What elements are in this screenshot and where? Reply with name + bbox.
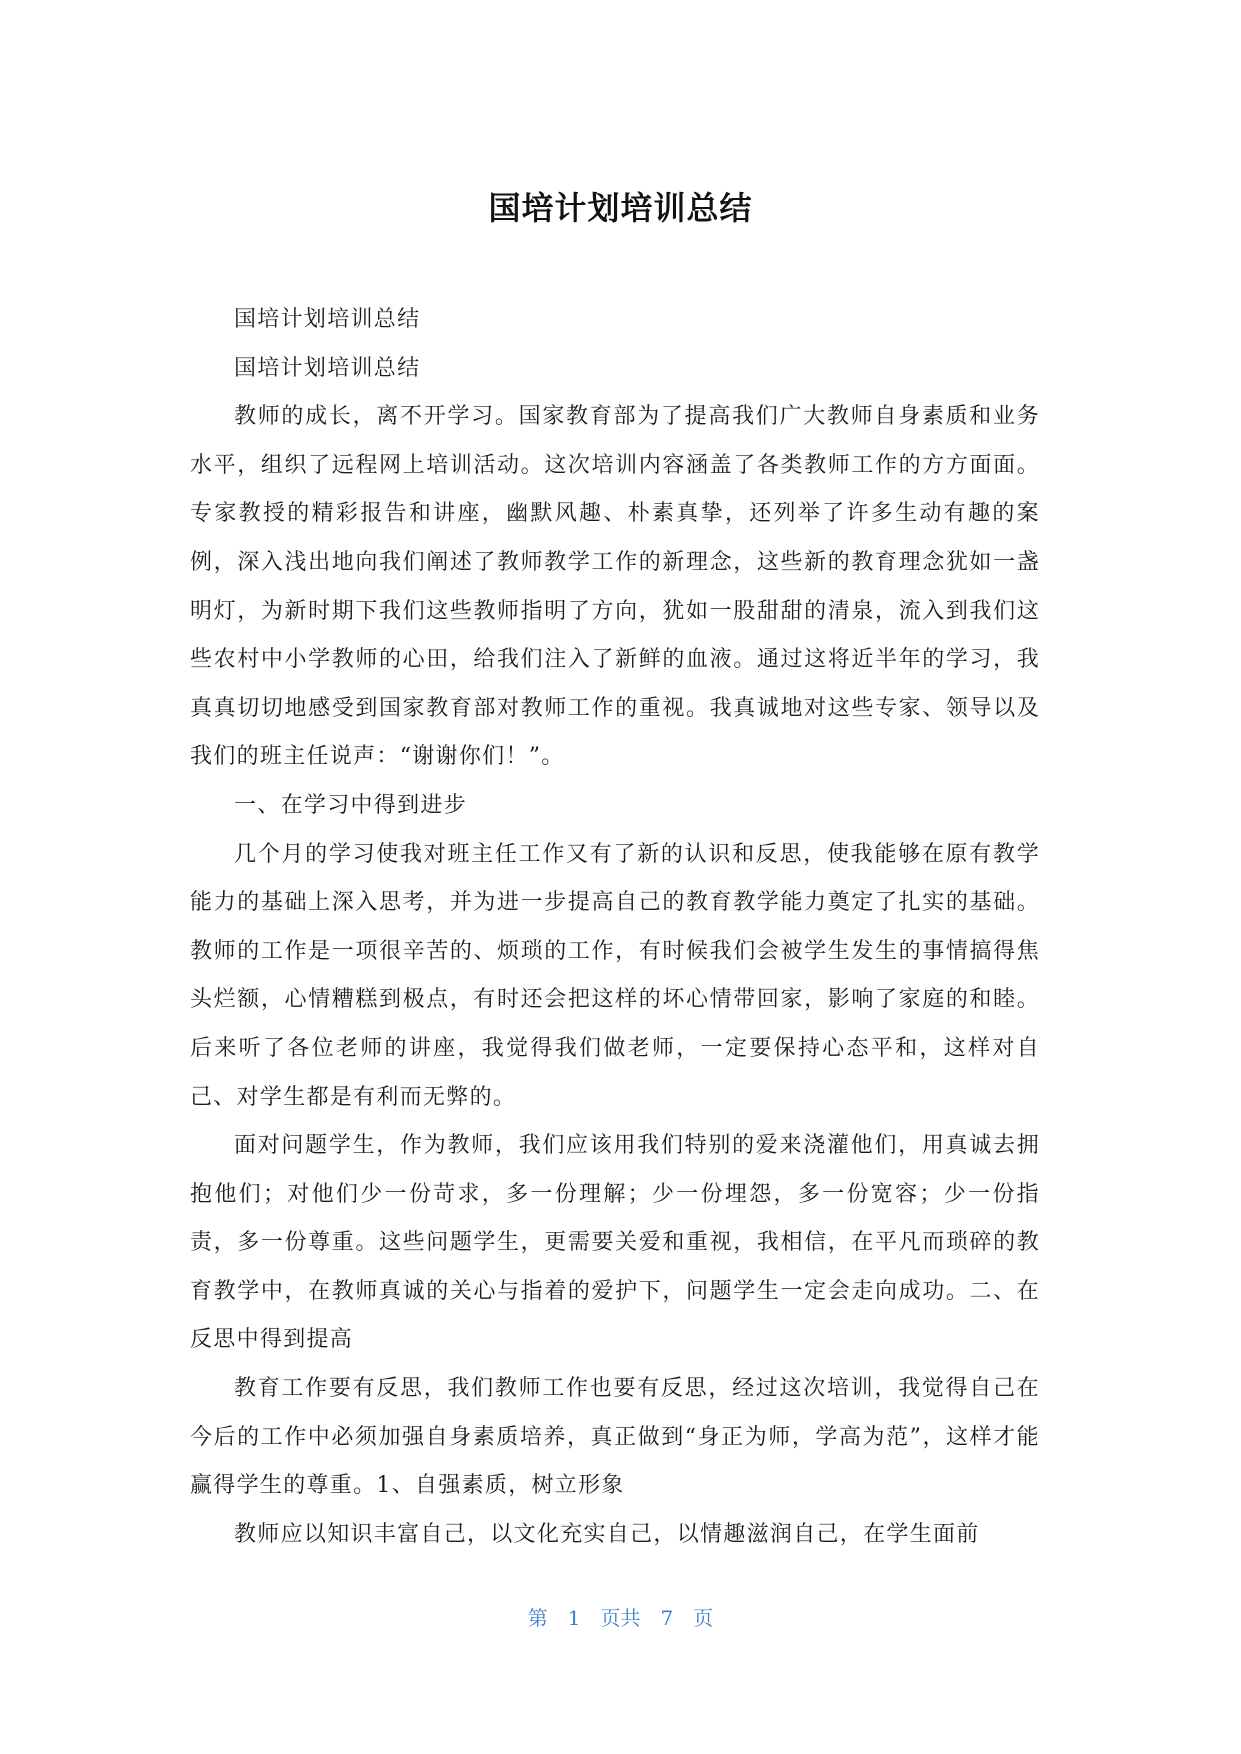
footer-page-word: 第 xyxy=(527,1606,548,1630)
paragraph-heading-repeat-2: 国培计划培训总结 xyxy=(234,355,421,381)
footer-page-total-word: 页共 xyxy=(600,1606,641,1630)
paragraph-section-2a: 教育工作要有反思，我们教师工作也要有反思，经过这次培训，我觉得自己在今后的工作中必须加强自身素质培养，真正做到“身正为师，学高为范”，这样才能赢得学生的尊重。1、自强素质，树立形象 xyxy=(190,1376,1040,1499)
document-body xyxy=(190,296,1040,1559)
page-footer xyxy=(0,1604,1241,1632)
footer-current-page: 1 xyxy=(567,1606,581,1630)
footer-page-end-word: 页 xyxy=(693,1606,714,1630)
paragraph-section-1b: 面对问题学生，作为教师，我们应该用我们特别的爱来浇灌他们，用真诚去拥抱他们；对他们少一份苛求，多一份理解；少一份埋怨，多一份宽容；少一份指责，多一份尊重。这些问题学生，更需要关爱和重视，我相信，在平凡而琐碎的教育教学中，在教师真诚的关心与指着的爱护下，问题学生一定会走向成功。二、在反思中得到提高 xyxy=(190,1133,1040,1353)
section-heading-1: 一、在学习中得到进步 xyxy=(234,792,468,818)
document-title: 国培计划培训总结 xyxy=(488,189,753,227)
footer-total-pages: 7 xyxy=(660,1606,674,1630)
paragraph-section-2b: 教师应以知识丰富自己，以文化充实自己，以情趣滋润自己，在学生面前 xyxy=(234,1521,980,1547)
paragraph-intro: 教师的成长，离不开学习。国家教育部为了提高我们广大教师自身素质和业务水平，组织了远程网上培训活动。这次培训内容涵盖了各类教师工作的方方面面。专家教授的精彩报告和讲座，幽默风趣、朴素真挚，还列举了许多生动有趣的案例，深入浅出地向我们阐述了教师教学工作的新理念，这些新的教育理念犹如一盏明灯，为新时期下我们这些教师指明了方向，犹如一股甜甜的清泉，流入到我们这些农村中小学教师的心田，给我们注入了新鲜的血液。通过这将近半年的学习，我真真切切地感受到国家教育部对教师工作的重视。我真诚地对这些专家、领导以及我们的班主任说声：“谢谢你们！”。 xyxy=(190,404,1040,770)
paragraph-section-1a: 几个月的学习使我对班主任工作又有了新的认识和反思，使我能够在原有教学能力的基础上深入思考，并为进一步提高自己的教育教学能力奠定了扎实的基础。教师的工作是一项很辛苦的、烦琐的工作，有时候我们会被学生发生的事情搞得焦头烂额，心情糟糕到极点，有时还会把这样的坏心情带回家，影响了家庭的和睦。后来听了各位老师的讲座，我觉得我们做老师，一定要保持心态平和，这样对自己、对学生都是有利而无弊的。 xyxy=(190,841,1040,1110)
paragraph-heading-repeat-1: 国培计划培训总结 xyxy=(234,307,421,332)
